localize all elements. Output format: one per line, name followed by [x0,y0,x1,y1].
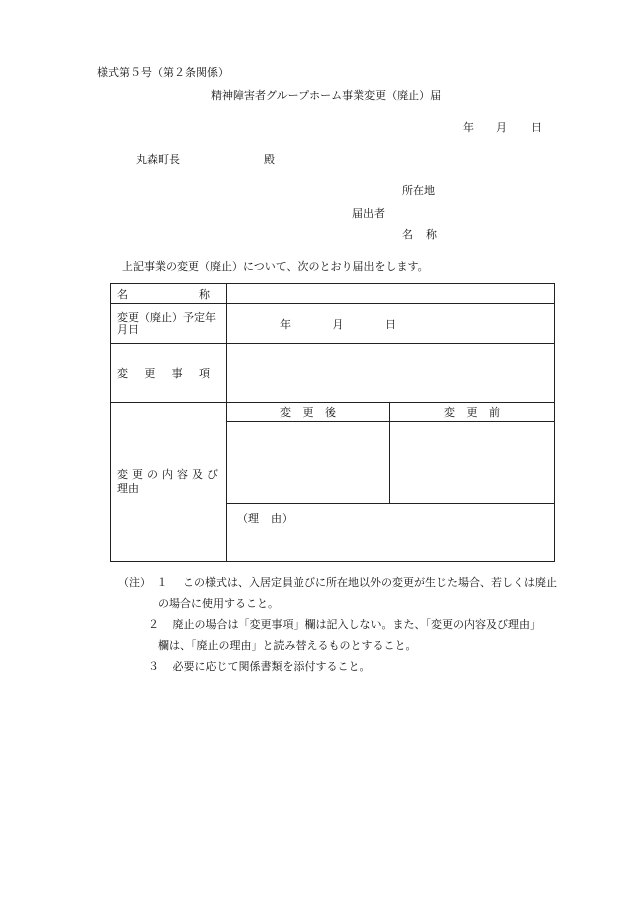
content-label-char: 変 [117,468,128,482]
notification-form-table [110,283,555,562]
note-2-continuation: 欄は、「廃止の理由」と読み替えるものとすること。 [158,639,417,652]
value-cell-change-items[interactable] [227,344,555,403]
label-name-char-2: 称 [199,287,210,301]
note-3-number: ３ [148,660,159,673]
date-year: 年 [463,121,474,134]
date-day: 日 [531,121,542,134]
planned-date-day: 日 [385,317,396,331]
before-char-1: 変 [444,406,455,420]
label-cell-change-items [111,344,227,403]
table-row-content-headers [111,403,555,422]
table-row-name [111,284,555,304]
note-3-line1: 必要に応じて関係書類を添付すること。 [172,660,371,673]
value-cell-planned-date[interactable] [227,304,555,344]
note-1-line1: この様式は、入居定員並びに所在地以外の変更が生じた場合、若しくは廃止 [183,576,557,589]
after-char-3: 後 [325,406,336,420]
planned-date-month: 月 [332,317,344,331]
header-before-change [390,403,555,422]
label-cell-change-content [111,403,227,562]
reason-label-open: （理 [237,511,259,525]
content-label-char: 及 [192,468,203,482]
submitter-name-label-2: 称 [426,228,437,241]
after-char-2: 更 [302,406,314,420]
addressee-name: 丸森町長 [136,153,180,166]
table-row-planned-date [111,304,555,344]
value-cell-after-change[interactable] [227,422,390,503]
content-label-char: の [147,468,158,482]
note-1-continuation: の場合に使用すること。 [158,597,279,610]
header-after-change [227,403,390,422]
notes-prefix: （注） [118,576,151,589]
submitter-address-label: 所在地 [402,184,435,197]
value-cell-reason[interactable] [227,503,555,561]
label-items-char-2: 更 [144,367,156,381]
label-cell-name [111,284,227,304]
label-items-char-1: 変 [117,367,128,381]
note-2-number: ２ [148,618,159,631]
form-number: 様式第５号（第２条関係） [97,66,229,79]
label-planned-date: 変更（廃止）予定年月日 [111,304,227,344]
value-cell-before-change[interactable] [390,422,555,503]
planned-date-year: 年 [280,317,291,331]
notes-section [118,572,568,677]
content-label-line2: 理由 [117,482,139,496]
label-items-char-4: 項 [198,367,210,381]
note-2-line1: 廃止の場合は「変更事項」欄は記入しない。また、「変更の内容及び理由」 [172,618,541,631]
before-char-2: 更 [466,406,478,420]
submitter-name-label-1: 名 [402,228,413,241]
note-1-number: １ [156,576,168,589]
submitter-role-label: 届出者 [352,207,385,220]
content-label-char: 更 [132,468,143,482]
value-cell-name[interactable] [227,284,555,304]
content-label-char: び [207,468,218,482]
document-title: 精神障害者グループホーム事業変更（廃止）届 [211,89,442,102]
before-char-3: 前 [489,406,500,420]
after-char-1: 変 [280,406,291,420]
content-label-char: 内 [162,468,173,482]
note-item-3 [118,656,568,677]
note-item-2 [118,614,568,635]
label-name-char-1: 名 [117,287,128,301]
reason-label-close: 由） [271,511,293,525]
addressee-honorific: 殿 [264,153,275,166]
label-items-char-3: 事 [171,367,183,381]
date-month: 月 [496,121,507,134]
table-row-change-items [111,344,555,403]
intro-text: 上記事業の変更（廃止）について、次のとおり届出をします。 [122,260,429,273]
content-label-char: 容 [177,468,188,482]
note-item-1 [118,572,568,593]
